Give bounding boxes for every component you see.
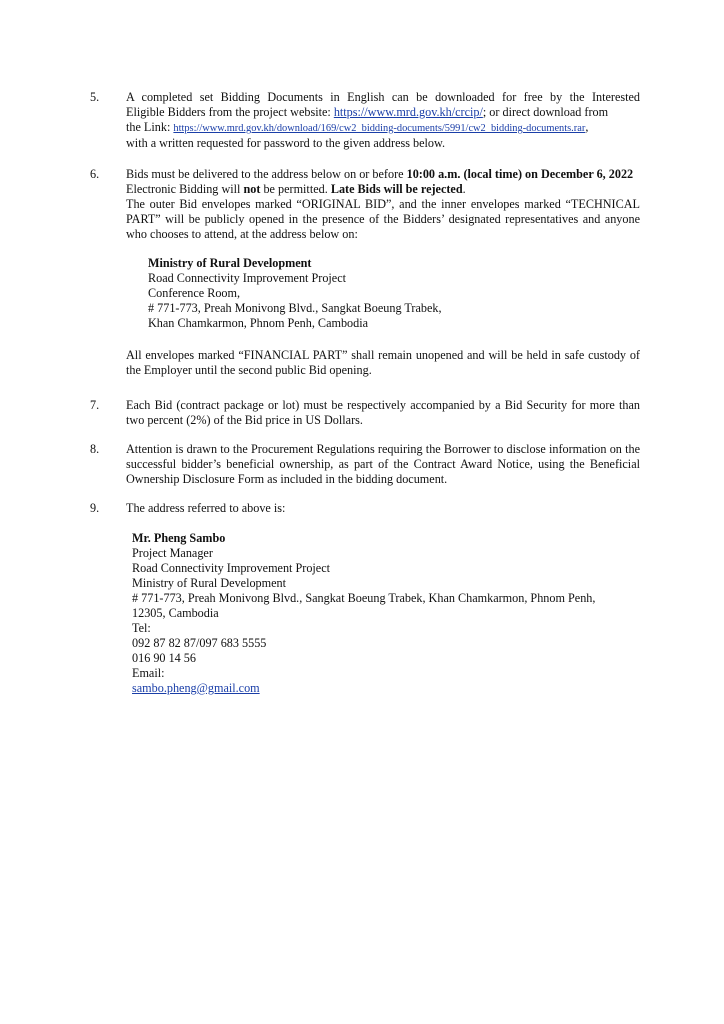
tel-number-1: 092 87 82 87/097 683 5555 [132, 636, 267, 650]
item-6-line-2-mid: be permitted. [260, 182, 331, 196]
item-body [126, 90, 640, 151]
item-5-line-2-text: Eligible Bidders from the project website: [126, 105, 334, 119]
item-5-line-1: A completed set Bidding Documents in English can be downloaded for free by the Interested [126, 90, 640, 104]
item-body [126, 501, 640, 696]
item-5-line-3-post: , [585, 120, 589, 134]
bid-deadline: 10:00 a.m. (local time) on December 6, 2022 [406, 167, 634, 181]
contact-project: Road Connectivity Improvement Project [132, 561, 331, 575]
item-5-line-2-post: ; or direct download from [482, 105, 609, 119]
item-6 [90, 167, 640, 378]
item-6-line-2 [126, 182, 640, 197]
item-6-line-1-text: Bids must be delivered to the address below on or before [126, 167, 407, 181]
tel-label: Tel: [132, 621, 151, 635]
item-body [126, 398, 640, 428]
financial-paragraph: All envelopes marked “FINANCIAL PART” shall remain unopened and will be held in safe custody of the Employer until the second public Bid opening. [126, 348, 640, 377]
contact-tel-row [132, 621, 640, 651]
item-6-line-2-text: Electronic Bidding will [126, 182, 244, 196]
address-intro: The address referred to above is: [126, 501, 286, 515]
contact-street: # 771-773, Preah Monivong Blvd., Sangkat Boeung Trabek, Khan Chamkarmon, Phnom Penh, [132, 591, 596, 605]
item-number: 9. [90, 501, 100, 515]
item-body [126, 167, 640, 378]
email-link[interactable]: sambo.pheng@gmail.com [132, 681, 260, 695]
item-6-line-2-post: . [462, 182, 466, 196]
address-city: Khan Chamkarmon, Phnom Penh, Cambodia [148, 316, 369, 330]
item-9 [90, 501, 640, 696]
item-5-line-3 [126, 120, 640, 136]
item-number: 5. [90, 90, 100, 104]
contact-title: Project Manager [132, 546, 213, 560]
procurement-text: Attention is drawn to the Procurement Regulations requiring the Borrower to disclose information on the successful bidder’s beneficial ownership, as part of the Contract Award Notice, using the Beneficial Ownership Disclosure Form as included in the bidding document. [126, 442, 640, 486]
late-bids-warning: Late Bids will be rejected [330, 182, 463, 196]
item-7 [90, 398, 640, 428]
bid-security-text: Each Bid (contract package or lot) must be respectively accompanied by a Bid Security for more than two percent (2%) of the Bid price in US Dollars. [126, 398, 640, 427]
item-5-line-2 [126, 105, 640, 120]
contact-name-text: Mr. Pheng Sambo [132, 531, 226, 545]
contact-tel-row-2 [132, 651, 640, 666]
tel-number-2: 016 90 14 56 [132, 651, 196, 665]
download-link[interactable]: https://www.mrd.gov.kh/download/169/cw2_bidding-documents/5991/cw2_bidding-documents.rar [173, 123, 586, 134]
item-8 [90, 442, 640, 487]
opening-paragraph: The outer Bid envelopes marked “ORIGINAL BID”, and the inner envelopes marked “TECHNICAL PART” will be publicly opened in the presence of the Bidders’ designated representatives and anyone who chooses to attend, at the address below on: [126, 197, 640, 241]
item-6-line-1 [126, 167, 640, 182]
item-number: 7. [90, 398, 100, 412]
item-number: 8. [90, 442, 100, 456]
opening-address [148, 256, 640, 331]
address-room: Conference Room, [148, 286, 241, 300]
address-org-text: Ministry of Rural Development [148, 256, 312, 270]
item-body [126, 442, 640, 487]
item-5 [90, 90, 640, 151]
contact-name [132, 531, 640, 546]
email-label: Email: [132, 666, 165, 680]
item-5-line-4: with a written requested for password to the given address below. [126, 136, 446, 150]
contact-postal: 12305, Cambodia [132, 606, 219, 620]
address-street: # 771-773, Preah Monivong Blvd., Sangkat Boeung Trabek, [148, 301, 442, 315]
address-project: Road Connectivity Improvement Project [148, 271, 347, 285]
contact-block [132, 531, 640, 696]
address-org [148, 256, 640, 271]
item-number: 6. [90, 167, 100, 181]
project-website-link[interactable]: https://www.mrd.gov.kh/crcip/ [333, 105, 483, 119]
contact-org: Ministry of Rural Development [132, 576, 287, 590]
not-emphasis: not [243, 182, 261, 196]
item-5-line-3-text: the Link: [126, 120, 174, 134]
contact-email-row [132, 666, 640, 696]
